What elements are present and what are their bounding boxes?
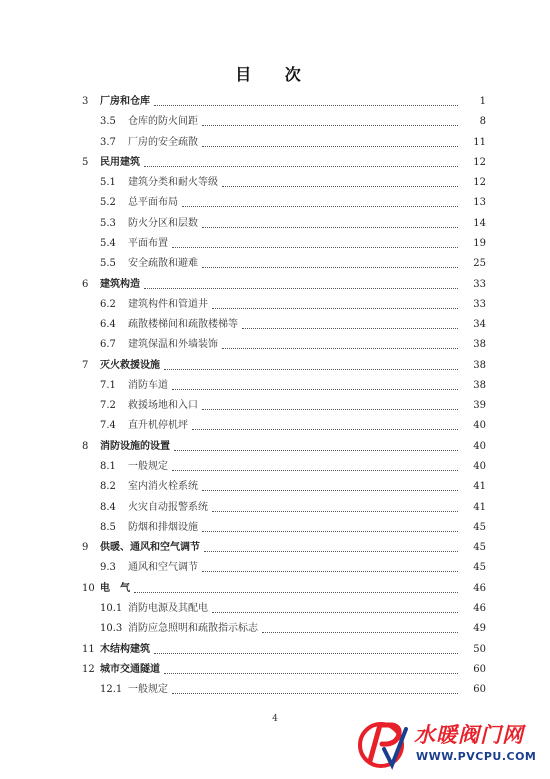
toc-number: 7: [82, 359, 89, 371]
toc-section-row: [0, 234, 550, 254]
toc-number: 10: [82, 582, 95, 594]
dot-leader: [222, 348, 484, 349]
toc-chapter-row: [0, 437, 550, 457]
toc-chapter-row: [0, 356, 550, 376]
toc-number: 5.5: [100, 258, 116, 270]
dot-leader: [212, 308, 484, 309]
toc-title: 平面布置: [128, 234, 170, 254]
toc-number: 7.4: [100, 420, 116, 432]
toc-number: 8.5: [100, 521, 116, 533]
dot-leader: [144, 288, 484, 289]
dot-leader: [202, 146, 484, 147]
toc-number: 8.1: [100, 461, 116, 473]
toc-number: 8.4: [100, 501, 116, 513]
dot-leader: [212, 511, 484, 512]
toc-number: 3: [82, 96, 89, 107]
toc-title: 总平面布局: [128, 193, 180, 213]
toc-page-number: 39: [458, 396, 486, 416]
toc-section-row: [0, 315, 550, 335]
toc-section-row: [0, 214, 550, 234]
toc-chapter-row: [0, 660, 550, 680]
toc-section-row: [0, 477, 550, 497]
toc-page-number: 60: [458, 660, 486, 680]
watermark: [356, 713, 546, 773]
dot-leader: [172, 389, 484, 390]
toc-page-number: 50: [458, 640, 486, 660]
watermark-url: WWW.PVCPU.COM: [416, 750, 537, 763]
dot-leader: [154, 653, 484, 654]
toc-title: 消防应急照明和疏散指示标志: [128, 619, 260, 639]
dot-leader: [202, 267, 484, 268]
toc-chapter-row: [0, 640, 550, 660]
toc-number: 6.2: [100, 298, 116, 310]
dot-leader: [144, 166, 484, 167]
dot-leader: [202, 409, 484, 410]
dot-leader: [222, 186, 484, 187]
toc-number: 3.7: [100, 136, 116, 148]
toc-chapter-row: [0, 275, 550, 295]
toc-number: 6.7: [100, 339, 116, 351]
toc-page-number: 41: [458, 498, 486, 518]
toc-number: 7.1: [100, 379, 116, 391]
dot-leader: [174, 450, 484, 451]
dot-leader: [192, 429, 484, 430]
toc-page-number: 19: [458, 234, 486, 254]
toc-title: 仓库的防火间距: [128, 112, 200, 132]
toc-page-number: 41: [458, 477, 486, 497]
toc-page-number: 13: [458, 193, 486, 213]
page-title: 目 次: [235, 65, 315, 84]
toc-page-number: 14: [458, 214, 486, 234]
toc-number: 6.4: [100, 319, 116, 331]
toc-title: 防火分区和层数: [128, 214, 200, 234]
toc-title: 通风和空气调节: [128, 558, 200, 578]
toc-page-number: 40: [458, 437, 486, 457]
dot-leader: [164, 673, 484, 674]
toc-page-number: 25: [458, 254, 486, 274]
toc-page-number: 12: [458, 153, 486, 173]
dot-leader: [172, 693, 484, 694]
pv-logo-icon: [356, 715, 410, 771]
toc-title: 木结构建筑: [100, 640, 152, 660]
toc-section-row: [0, 295, 550, 315]
toc-title: 直升机停机坪: [128, 416, 190, 436]
dot-leader: [134, 592, 484, 593]
toc-section-row: [0, 619, 550, 639]
toc-title: 安全疏散和避难: [128, 254, 200, 274]
toc-section-row: [0, 680, 550, 700]
dot-leader: [212, 612, 484, 613]
toc-title: 建筑分类和耐火等级: [128, 173, 220, 193]
toc-section-row: [0, 193, 550, 213]
toc-number: 7.2: [100, 400, 116, 412]
toc-page-number: 46: [458, 579, 486, 599]
dot-leader: [242, 328, 484, 329]
toc-title: 供暖、通风和空气调节: [100, 538, 202, 558]
toc-page-number: 40: [458, 457, 486, 477]
toc-page-number: 12: [458, 173, 486, 193]
toc-title: 建筑构件和管道井: [128, 295, 210, 315]
toc-page-number: 11: [458, 133, 486, 153]
toc-section-row: [0, 254, 550, 274]
toc-section-row: [0, 173, 550, 193]
toc-number: 3.5: [100, 116, 116, 128]
toc-number: 5.1: [100, 177, 116, 189]
toc-number: 6: [82, 278, 89, 290]
toc-chapter-row: [0, 579, 550, 599]
toc-page-number: 38: [458, 356, 486, 376]
toc-title: 消防电源及其配电: [128, 599, 210, 619]
dot-leader: [202, 490, 484, 491]
toc-page-number: 49: [458, 619, 486, 639]
toc-title: 厂房和仓库: [100, 92, 152, 112]
toc-page-number: 38: [458, 376, 486, 396]
toc-title: 消防设施的设置: [100, 437, 172, 457]
dot-leader: [202, 531, 484, 532]
toc-page-number: 33: [458, 275, 486, 295]
toc-title: 救援场地和入口: [128, 396, 200, 416]
toc-section-row: [0, 133, 550, 153]
toc-number: 8: [82, 440, 89, 452]
dot-leader: [262, 632, 484, 633]
toc-number: 5: [82, 156, 89, 168]
toc-page-number: 45: [458, 518, 486, 538]
toc-title: 城市交通隧道: [100, 660, 162, 680]
toc-page-number: 60: [458, 680, 486, 700]
toc-section-row: [0, 518, 550, 538]
toc-section-row: [0, 335, 550, 355]
toc-chapter-row: [0, 92, 550, 112]
dot-leader: [164, 369, 484, 370]
toc-number: 5.2: [100, 197, 116, 209]
toc-number: 10.1: [100, 603, 123, 614]
toc-title: 一般规定: [128, 680, 170, 700]
watermark-brand: 水暖阀门网: [414, 723, 524, 747]
toc-title: 火灾自动报警系统: [128, 498, 210, 518]
toc-number: 9: [82, 542, 89, 554]
toc-page-number: 40: [458, 416, 486, 436]
dot-leader: [202, 571, 484, 572]
toc-page-number: 33: [458, 295, 486, 315]
toc-chapter-row: [0, 538, 550, 558]
toc-number: 5.3: [100, 217, 116, 229]
dot-leader: [204, 551, 484, 552]
toc-section-row: [0, 112, 550, 132]
toc-number: 8.2: [100, 481, 116, 493]
dot-leader: [202, 227, 484, 228]
toc-section-row: [0, 558, 550, 578]
dot-leader: [182, 206, 484, 207]
toc-section-row: [0, 396, 550, 416]
toc-title: 民用建筑: [100, 153, 142, 173]
toc-page-number: 34: [458, 315, 486, 335]
toc-title: 一般规定: [128, 457, 170, 477]
toc-chapter-row: [0, 153, 550, 173]
dot-leader: [154, 105, 484, 106]
toc-title: 防烟和排烟设施: [128, 518, 200, 538]
toc-number: 11: [82, 643, 95, 655]
toc-number: 9.3: [100, 562, 116, 574]
toc-number: 10.3: [100, 623, 123, 635]
toc-section-row: [0, 416, 550, 436]
dot-leader: [172, 470, 484, 471]
toc-title: 建筑保温和外墙装饰: [128, 335, 220, 355]
toc-section-row: [0, 498, 550, 518]
toc-page-number: 1: [458, 92, 486, 112]
toc-title: 厂房的安全疏散: [128, 133, 200, 153]
dot-leader: [172, 247, 484, 248]
dot-leader: [202, 125, 484, 126]
toc-section-row: [0, 457, 550, 477]
toc-section-row: [0, 599, 550, 619]
toc-page-number: 8: [458, 112, 486, 132]
toc-title: 疏散楼梯间和疏散楼梯等: [128, 315, 240, 335]
toc-page-number: 38: [458, 335, 486, 355]
toc-number: 12.1: [100, 684, 123, 696]
toc-page-number: 46: [458, 599, 486, 619]
toc-title: 建筑构造: [100, 275, 142, 295]
toc-title: 电 气: [100, 579, 132, 599]
page-number: 4: [272, 714, 278, 724]
toc-page-number: 45: [458, 558, 486, 578]
toc-section-row: [0, 376, 550, 396]
toc-page-number: 45: [458, 538, 486, 558]
toc-number: 12: [82, 663, 95, 675]
toc-title: 室内消火栓系统: [128, 477, 200, 497]
toc-number: 5.4: [100, 237, 116, 249]
toc-title: 灭火救援设施: [100, 356, 162, 376]
toc-title: 消防车道: [128, 376, 170, 396]
